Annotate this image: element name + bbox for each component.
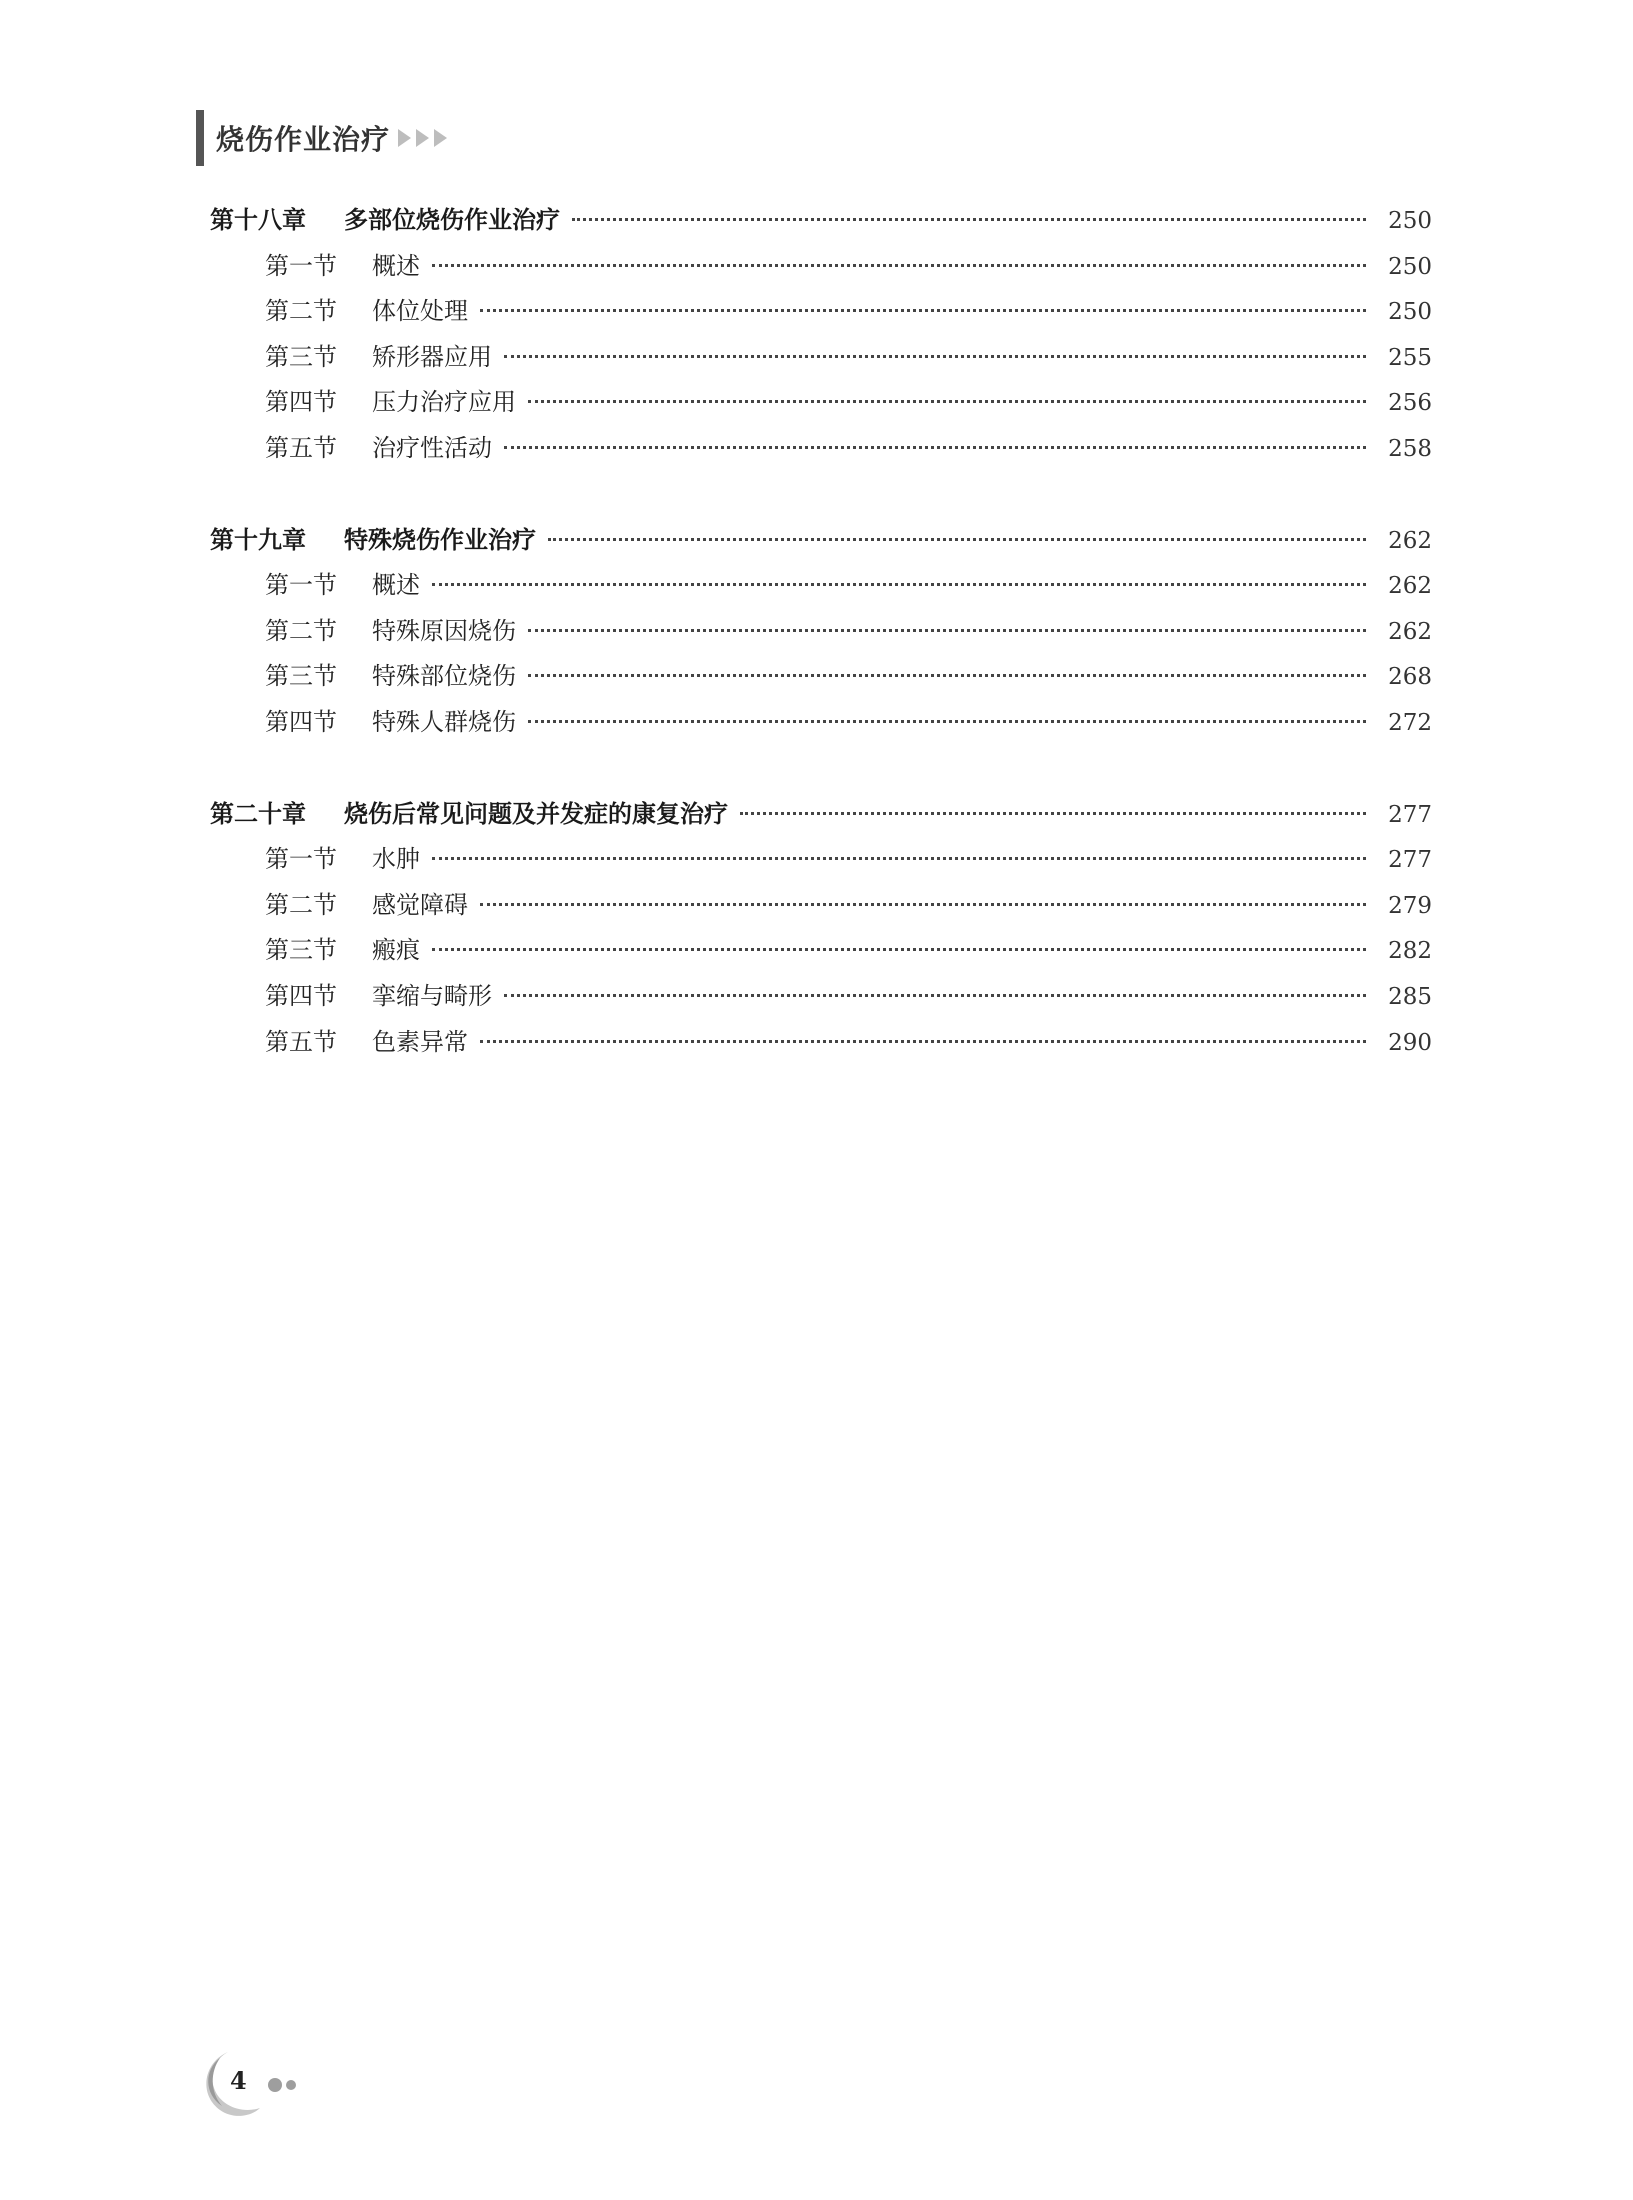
page-number: 277 bbox=[1388, 801, 1432, 828]
chapter-number: 第二十章 bbox=[210, 799, 306, 828]
toc-chapter-entry[interactable] bbox=[210, 792, 1432, 838]
toc-chapter-entry[interactable] bbox=[210, 198, 1432, 244]
page-number: 279 bbox=[1388, 892, 1432, 919]
toc-section-entry[interactable] bbox=[210, 609, 1432, 655]
page-number: 282 bbox=[1388, 938, 1432, 965]
dot-leader bbox=[432, 264, 1366, 267]
chapter-number: 第十九章 bbox=[210, 525, 306, 554]
book-title: 烧伤作业治疗 bbox=[216, 123, 391, 156]
dot-leader bbox=[548, 538, 1366, 541]
section-title: 体位处理 bbox=[372, 297, 468, 326]
section-title: 特殊部位烧伤 bbox=[372, 662, 516, 691]
chapter-block bbox=[210, 518, 1432, 746]
chapter-number: 第十八章 bbox=[210, 206, 306, 234]
toc-section-entry[interactable] bbox=[210, 883, 1432, 929]
section-number: 第三节 bbox=[265, 662, 337, 691]
section-title: 压力治疗应用 bbox=[372, 388, 516, 417]
dot-leader bbox=[504, 994, 1366, 997]
section-number: 第四节 bbox=[265, 388, 337, 417]
toc-section-entry[interactable] bbox=[210, 974, 1432, 1020]
toc-section-entry[interactable] bbox=[210, 654, 1432, 700]
dot-leader bbox=[432, 948, 1366, 951]
page-number: 258 bbox=[1388, 435, 1432, 462]
page-number: 250 bbox=[1388, 253, 1432, 280]
chapter-title: 烧伤后常见问题及并发症的康复治疗 bbox=[344, 799, 728, 828]
section-number: 第二节 bbox=[265, 616, 337, 645]
toc-section-entry[interactable] bbox=[210, 563, 1432, 609]
dot-leader bbox=[740, 812, 1366, 815]
section-title: 挛缩与畸形 bbox=[372, 981, 492, 1010]
section-number: 第二节 bbox=[265, 890, 337, 919]
dot-leader bbox=[504, 446, 1366, 449]
section-title: 感觉障碍 bbox=[372, 890, 468, 919]
dot-leader bbox=[480, 1040, 1366, 1043]
section-title: 概述 bbox=[372, 251, 420, 280]
dot-leader bbox=[572, 218, 1366, 221]
page-footer bbox=[190, 2044, 330, 2124]
chapter-block bbox=[210, 198, 1432, 472]
toc-section-entry[interactable] bbox=[210, 700, 1432, 746]
running-header bbox=[196, 110, 452, 166]
page-number: 262 bbox=[1388, 618, 1432, 645]
section-title: 特殊原因烧伤 bbox=[372, 616, 516, 645]
page-number: 262 bbox=[1388, 573, 1432, 600]
toc-chapter-entry[interactable] bbox=[210, 518, 1432, 564]
dot-leader bbox=[504, 355, 1366, 358]
section-number: 第五节 bbox=[265, 433, 337, 462]
section-number: 第三节 bbox=[265, 936, 337, 965]
dot-leader bbox=[432, 583, 1366, 586]
section-number: 第三节 bbox=[265, 342, 337, 371]
page-number: 250 bbox=[1388, 299, 1432, 326]
toc-section-entry[interactable] bbox=[210, 426, 1432, 472]
page-number: 256 bbox=[1388, 390, 1432, 417]
chapter-title: 特殊烧伤作业治疗 bbox=[344, 525, 536, 554]
toc-section-entry[interactable] bbox=[210, 928, 1432, 974]
toc-section-entry[interactable] bbox=[210, 837, 1432, 883]
dot-leader bbox=[480, 309, 1366, 312]
section-number: 第一节 bbox=[265, 571, 337, 600]
header-bar bbox=[196, 110, 204, 166]
section-title: 矫形器应用 bbox=[372, 342, 492, 371]
chapter-block bbox=[210, 792, 1432, 1066]
toc-section-entry[interactable] bbox=[210, 335, 1432, 381]
section-title: 概述 bbox=[372, 571, 420, 600]
page-number: 262 bbox=[1388, 527, 1432, 554]
dot-leader bbox=[528, 629, 1366, 632]
section-title: 水肿 bbox=[372, 845, 420, 874]
section-title: 治疗性活动 bbox=[372, 433, 492, 462]
dot-leader bbox=[480, 903, 1366, 906]
triple-arrow-icon bbox=[398, 129, 452, 147]
dot-leader bbox=[528, 400, 1366, 403]
page-number: 277 bbox=[1388, 847, 1432, 874]
toc-section-entry[interactable] bbox=[210, 380, 1432, 426]
page-number: 255 bbox=[1388, 344, 1432, 371]
section-number: 第二节 bbox=[265, 297, 337, 326]
section-number: 第五节 bbox=[265, 1027, 337, 1056]
page-number: 285 bbox=[1388, 983, 1432, 1010]
chapter-title: 多部位烧伤作业治疗 bbox=[344, 206, 560, 234]
page-number: 250 bbox=[1388, 208, 1432, 234]
section-number: 第四节 bbox=[265, 707, 337, 736]
toc-section-entry[interactable] bbox=[210, 244, 1432, 290]
page-number: 272 bbox=[1388, 709, 1432, 736]
toc-section-entry[interactable] bbox=[210, 1020, 1432, 1066]
page-number: 268 bbox=[1388, 664, 1432, 691]
ornament-dot-icon bbox=[286, 2080, 296, 2090]
toc-section-entry[interactable] bbox=[210, 289, 1432, 335]
section-number: 第一节 bbox=[265, 845, 337, 874]
section-number: 第四节 bbox=[265, 981, 337, 1010]
page-number: 290 bbox=[1388, 1029, 1432, 1056]
section-number: 第一节 bbox=[265, 251, 337, 280]
dot-leader bbox=[528, 674, 1366, 677]
section-title: 特殊人群烧伤 bbox=[372, 707, 516, 736]
section-title: 瘢痕 bbox=[372, 936, 420, 965]
dot-leader bbox=[432, 857, 1366, 860]
section-title: 色素异常 bbox=[372, 1027, 468, 1056]
dot-leader bbox=[528, 720, 1366, 723]
table-of-contents bbox=[210, 198, 1432, 1111]
ornament-dot-icon bbox=[268, 2078, 282, 2092]
footer-page-number: 4 bbox=[230, 2066, 247, 2095]
